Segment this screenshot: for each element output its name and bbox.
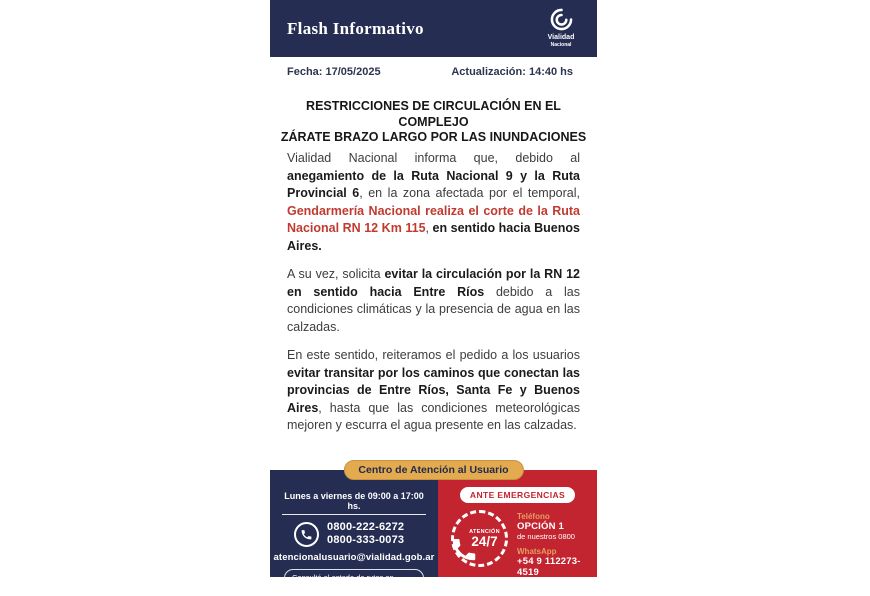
attention-hours: 24/7: [471, 533, 498, 549]
phone-numbers: [327, 521, 404, 547]
logo-brand-line1: Vialidad: [547, 34, 575, 41]
text-segment: anegamiento de la Ruta Nacional 9 y la Ruta Provincial 6: [287, 168, 580, 200]
logo-brand-line2: Nacional: [550, 42, 572, 48]
text-segment: , en la zona afectada por el temporal,: [359, 186, 580, 200]
text-segment: evitar transitar por los caminos que conectan las provincias de Entre Ríos, Santa Fe y Buenos Aires: [287, 365, 580, 415]
flash-report-document: [270, 0, 597, 592]
roads-status-box: [284, 569, 424, 596]
emergency-row: [438, 510, 597, 578]
text-segment: , hasta que las condiciones meteorológicas mejoren y escurra el agua presente en las calzadas.: [287, 400, 580, 432]
contact-footer: [270, 464, 597, 592]
office-hours: Lunes a viernes de 09:00 a 17:00 hs.: [282, 491, 426, 515]
roads-status-text: Consultá el estado de rutas en: [292, 573, 394, 582]
phone-row: [294, 521, 438, 547]
whatsapp-label: WhatsApp: [517, 547, 557, 556]
text-segment: Gendarmería Nacional realiza el corte de la Ruta Nacional RN 12 Km 115: [287, 203, 580, 235]
text-segment: ,: [425, 221, 433, 235]
whatsapp-number: +54 9 112273-4519: [517, 556, 581, 578]
text-segment: debido a las condiciones climáticas y la presencia de agua en las calzadas.: [287, 284, 580, 334]
footer-title-badge: Centro de Atención al Usuario: [343, 460, 523, 480]
handset-icon: [449, 534, 479, 564]
phone-option: OPCIÓN 1: [517, 521, 564, 532]
phone-number-2: 0800-333-0073: [327, 534, 405, 546]
phone-icon: [294, 522, 319, 547]
report-title: Flash Informativo: [287, 18, 424, 38]
text-segment: evitar la circulación por la RN 12 en sentido hacia Entre Ríos: [287, 267, 580, 299]
report-header: [270, 0, 597, 57]
report-body: [287, 150, 580, 446]
emergency-contacts: [517, 512, 597, 578]
report-date: Fecha: 17/05/2025: [287, 66, 381, 78]
emergency-panel: [438, 470, 597, 577]
paragraph-1: [287, 150, 580, 255]
meta-row: [287, 66, 573, 78]
text-segment: En este sentido, reiteramos el pedido a los usuarios: [287, 348, 580, 362]
phone-number-1: 0800-222-6272: [327, 521, 405, 533]
report-update-time: Actualización: 14:40 hs: [451, 66, 573, 78]
headline-line1: RESTRICCIONES DE CIRCULACIÓN EN EL COMPLEJO: [306, 99, 561, 129]
text-segment: Vialidad Nacional informa que, debido al: [287, 151, 580, 165]
vialidad-nacional-logo: [537, 6, 585, 48]
headline-line2: ZÁRATE BRAZO LARGO POR LAS INUNDACIONES: [280, 130, 587, 144]
text-segment: A su vez, solicita: [287, 267, 385, 281]
phone-label: Teléfono: [517, 512, 550, 521]
swirl-logo-icon: [548, 6, 575, 33]
text-segment: en sentido hacia Buenos Aires.: [287, 221, 580, 253]
roads-status-url[interactable]: www.argentina.gob.ar/rutasnacionales: [292, 582, 420, 592]
contact-email[interactable]: atencionalusuario@vialidad.gob.ar: [273, 552, 435, 563]
user-attention-panel: [270, 470, 438, 592]
paragraph-3: [287, 347, 580, 435]
phone-detail: de nuestros 0800: [517, 532, 575, 541]
headline: [270, 99, 597, 146]
paragraph-2: [287, 266, 580, 336]
attention-label: ATENCIÓN: [469, 528, 500, 535]
emergency-badge: ANTE EMERGENCIAS: [460, 487, 575, 503]
attention-24-7-icon: [451, 510, 508, 567]
